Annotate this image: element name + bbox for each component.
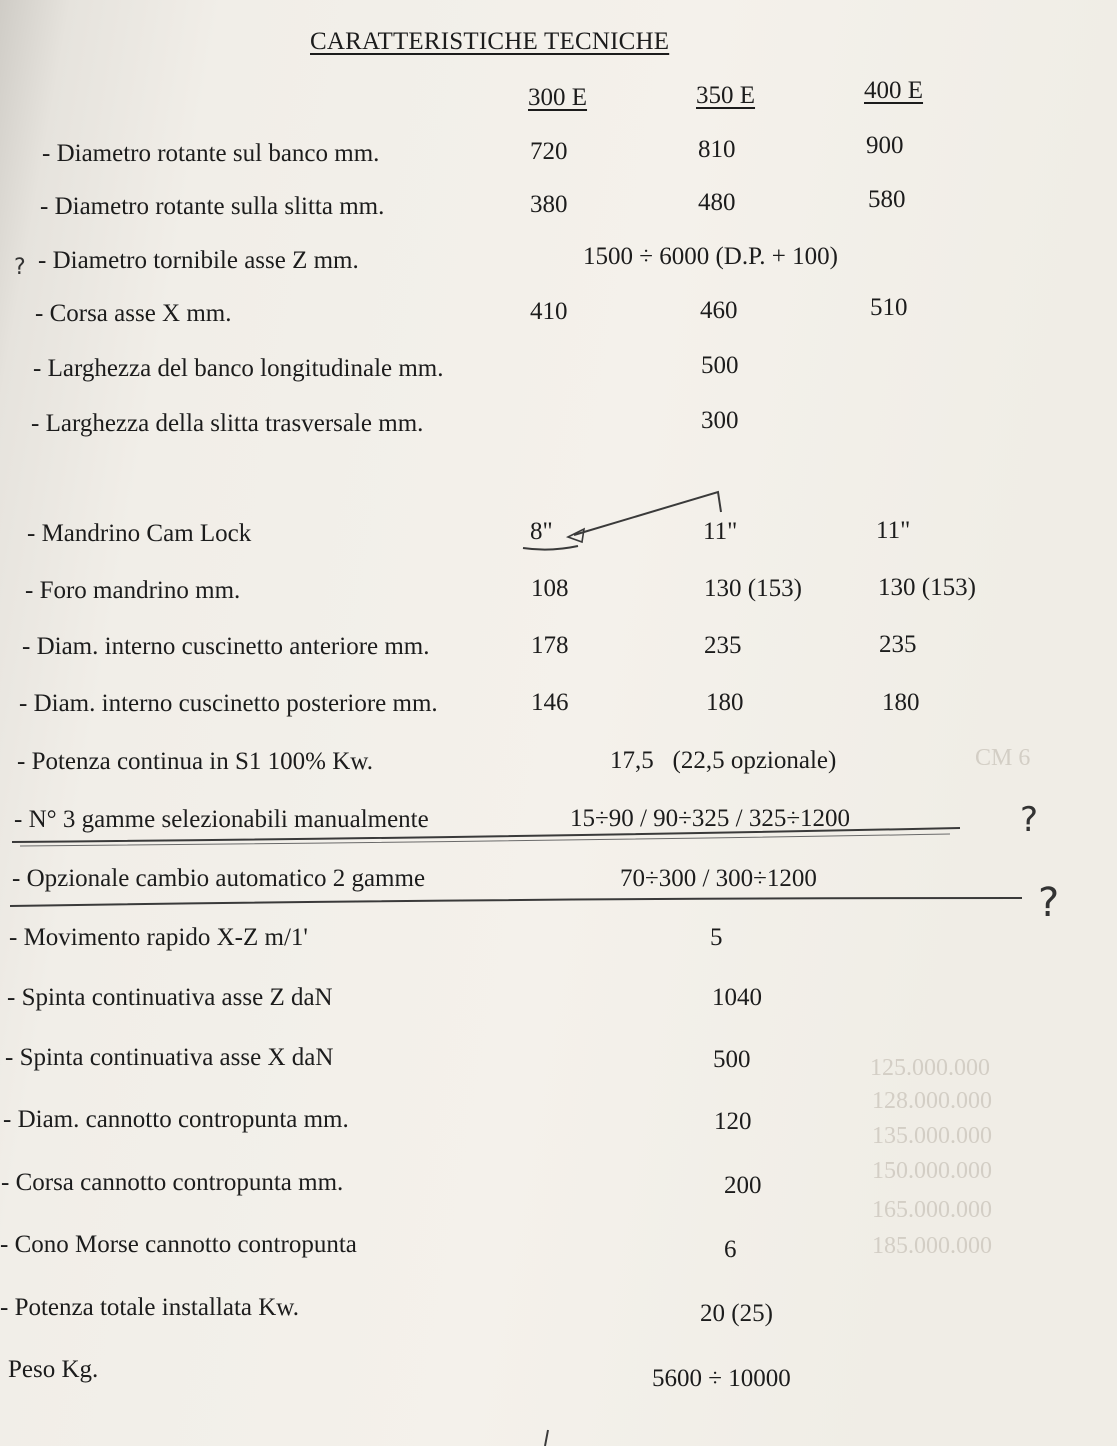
spec-value-all: 15÷90 / 90÷325 / 325÷1200 [570, 805, 851, 832]
spec-label: - Diametro rotante sulla slitta mm. [40, 193, 385, 220]
question-mark-annotation: ? [1038, 880, 1060, 926]
spec-value-350e: 810 [698, 136, 736, 163]
ghost-text: 165.000.000 [872, 1197, 992, 1223]
spec-value-all: 5 [710, 924, 723, 951]
spec-value-300e: 720 [530, 138, 568, 165]
ghost-text: 185.000.000 [872, 1233, 992, 1259]
ghost-text: 135.000.000 [872, 1123, 992, 1149]
question-mark-annotation: ? [14, 255, 26, 280]
page-title: CARATTERISTICHE TECNICHE [310, 28, 670, 55]
pen-line-gamme [12, 828, 960, 842]
spec-label: - Diametro tornibile asse Z mm. [38, 247, 359, 274]
spec-label: - Mandrino Cam Lock [27, 520, 252, 547]
spec-label: - Larghezza del banco longitudinale mm. [33, 355, 444, 382]
spec-value-400e: 235 [879, 631, 917, 658]
spec-value-all: 6 [724, 1236, 737, 1263]
spec-value-all: 120 [714, 1108, 752, 1135]
spec-label: - Opzionale cambio automatico 2 gamme [12, 865, 426, 892]
column-header-350e: 350 E [696, 82, 756, 109]
spec-value-all: 17,5 (22,5 opzionale) [610, 747, 837, 774]
spec-label: - Cono Morse cannotto contropunta [0, 1231, 357, 1258]
spec-label: - Movimento rapido X-Z m/1' [9, 924, 308, 951]
column-header-400e: 400 E [864, 77, 924, 104]
spec-value-400e: 900 [866, 132, 904, 159]
spec-label: - Diam. interno cuscinetto posteriore mm. [19, 690, 438, 717]
spec-value-300e: 146 [531, 689, 569, 716]
spec-label: - Diam. cannotto contropunta mm. [3, 1106, 349, 1133]
column-header-300e: 300 E [528, 84, 588, 111]
spec-value-350e: 460 [700, 297, 738, 324]
spec-value-all: 200 [724, 1172, 762, 1199]
spec-value-400e: 11" [876, 517, 911, 544]
spec-value-all: 1500 ÷ 6000 (D.P. + 100) [583, 243, 838, 270]
spec-value-350e: 235 [704, 632, 742, 659]
spec-value-all: 1040 [712, 984, 762, 1011]
spec-label: - N° 3 gamme selezionabili manualmente [14, 806, 429, 833]
spec-value-350e: 130 (153) [704, 575, 802, 602]
spec-value-350e: 180 [706, 689, 744, 716]
spec-label: - Diam. interno cuscinetto anteriore mm. [22, 633, 430, 660]
spec-value-400e: 580 [868, 186, 906, 213]
ghost-text: 128.000.000 [872, 1088, 992, 1114]
spec-label: - Potenza continua in S1 100% Kw. [17, 748, 373, 775]
spec-label: - Foro mandrino mm. [25, 577, 241, 604]
spec-label: - Spinta continuativa asse X daN [5, 1044, 334, 1071]
spec-value-400e: 510 [870, 294, 908, 321]
spec-value-350e: 11" [703, 518, 738, 545]
spec-value-300e: 380 [530, 191, 568, 218]
spec-value-300e: 410 [530, 298, 568, 325]
ghost-text: 125.000.000 [870, 1055, 990, 1081]
spec-label: - Larghezza della slitta trasversale mm. [31, 410, 424, 437]
spec-label: - Corsa cannotto contropunta mm. [1, 1169, 344, 1196]
spec-label: - Diametro rotante sul banco mm. [42, 140, 380, 167]
spec-value-300e: 178 [531, 632, 569, 659]
spec-value-350e: 480 [698, 189, 736, 216]
spec-label: Peso Kg. [8, 1356, 99, 1383]
spec-value-all: 500 [701, 352, 739, 379]
spec-value-400e: 130 (153) [878, 574, 976, 601]
spec-value-all: 300 [701, 407, 739, 434]
spec-value-all: 70÷300 / 300÷1200 [620, 865, 817, 892]
pen-arrow-head [568, 529, 584, 542]
ghost-text: CM 6 [975, 745, 1031, 771]
spec-value-400e: 180 [882, 689, 920, 716]
spec-label: - Potenza totale installata Kw. [0, 1294, 299, 1321]
pen-tick-bottom [545, 1430, 548, 1446]
spec-value-300e: 8" [530, 518, 553, 545]
spec-value-300e: 108 [531, 575, 569, 602]
question-mark-annotation: ? [1020, 800, 1039, 840]
pen-arrow-line [574, 492, 721, 535]
pen-underline-8-inch [523, 546, 578, 550]
spec-value-all: 500 [713, 1046, 751, 1073]
spec-label: - Corsa asse X mm. [35, 300, 232, 327]
spec-value-all: 20 (25) [700, 1300, 773, 1327]
pen-line-opzionale [10, 898, 1022, 906]
spec-label: - Spinta continuativa asse Z daN [7, 984, 333, 1011]
spec-value-all: 5600 ÷ 10000 [652, 1365, 791, 1392]
ghost-text: 150.000.000 [872, 1158, 992, 1184]
